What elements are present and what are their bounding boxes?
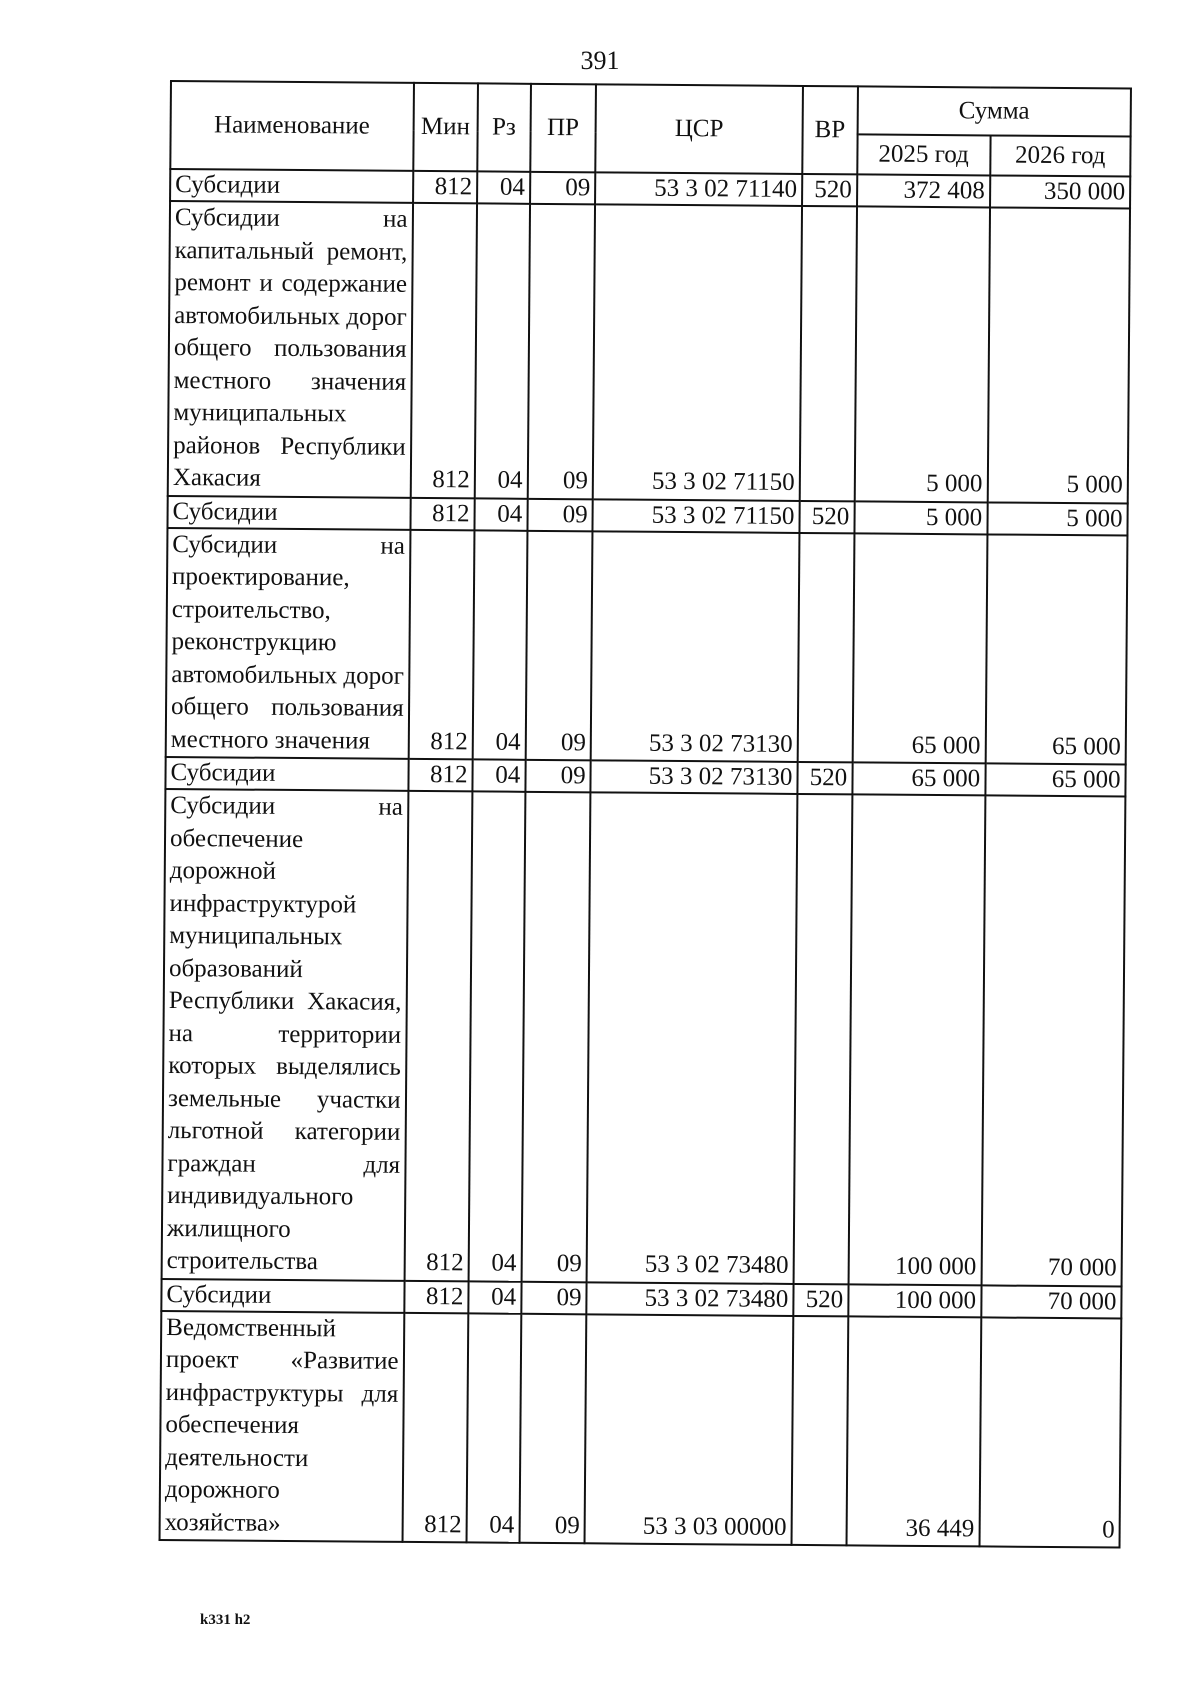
row-vr: 520 <box>802 174 857 206</box>
row-vr <box>791 1315 848 1545</box>
row-name: Субсидии на капитальный ремонт, ремонт и содержание автомобильных дорог общего пользования местного значения муниципальных районов Республики Хакасия <box>168 201 413 497</box>
row-name: Ведомственный проект «Развитие инфраструктуры для обеспечения деятельности дорожного хозяйства» <box>160 1310 404 1541</box>
row-sum-2025: 65 000 <box>852 533 987 764</box>
table-row <box>162 789 1126 1286</box>
row-csr: 53 3 02 71150 <box>593 204 802 500</box>
table-row <box>168 201 1130 503</box>
header-csr: ЦСР <box>595 84 802 174</box>
row-pr: 09 <box>527 204 595 499</box>
row-csr: 53 3 02 71150 <box>593 499 800 533</box>
row-min: 812 <box>408 759 473 792</box>
row-pr: 09 <box>530 172 596 205</box>
row-pr: 09 <box>519 1313 586 1543</box>
table-row <box>166 527 1128 764</box>
row-sum-2026: 65 000 <box>985 534 1127 765</box>
row-name: Субсидии на обеспечение дорожной инфраструктурой муниципальных образований Республики Хакасия, на территории которых выделялись земельные участки льготной категории граждан для индивидуального жилищного строительства <box>162 789 408 1280</box>
row-min: 812 <box>402 1312 468 1542</box>
row-vr: 520 <box>797 762 852 794</box>
row-vr <box>798 532 855 762</box>
row-sum-2025: 100 000 <box>848 1284 981 1317</box>
row-pr: 09 <box>521 792 590 1282</box>
row-pr: 09 <box>527 498 593 531</box>
row-min: 812 <box>413 171 478 204</box>
row-min: 812 <box>410 203 477 498</box>
row-min: 812 <box>408 529 474 759</box>
row-vr <box>800 206 857 501</box>
row-min: 812 <box>404 791 472 1281</box>
row-rz: 04 <box>469 791 526 1281</box>
row-name: Субсидии <box>161 1278 404 1312</box>
row-csr: 53 3 02 73480 <box>586 1282 793 1316</box>
row-rz: 04 <box>472 759 525 791</box>
row-min: 812 <box>410 497 475 530</box>
header-year-2026: 2026 год <box>990 135 1131 176</box>
row-rz: 04 <box>474 498 527 530</box>
row-sum-2025: 36 449 <box>846 1316 981 1547</box>
row-sum-2025: 5 000 <box>854 206 989 502</box>
row-pr: 09 <box>525 760 591 793</box>
row-pr: 09 <box>525 530 592 760</box>
row-csr: 53 3 02 73480 <box>587 792 798 1283</box>
row-sum-2025: 5 000 <box>854 501 987 534</box>
row-pr: 09 <box>521 1281 587 1314</box>
header-rz: Рз <box>477 83 530 171</box>
header-min: Мин <box>413 83 478 172</box>
row-sum-2026: 0 <box>979 1317 1121 1548</box>
row-min: 812 <box>404 1280 469 1313</box>
row-name: Субсидии на проектирование, строительство, реконструкцию автомобильных дорог общего пользования местного значения <box>166 527 410 758</box>
row-rz: 04 <box>475 203 530 498</box>
row-sum-2026: 5 000 <box>987 207 1130 503</box>
row-name: Субсидии <box>165 757 408 791</box>
row-rz: 04 <box>468 1281 521 1313</box>
document-code: k331 h2 <box>200 1612 251 1628</box>
row-csr: 53 3 02 73130 <box>591 531 800 762</box>
row-name: Субсидии <box>167 495 410 529</box>
row-sum-2026: 65 000 <box>985 763 1126 796</box>
row-rz: 04 <box>466 1313 521 1543</box>
row-sum-2025: 372 408 <box>857 174 990 207</box>
row-sum-2025: 100 000 <box>848 794 985 1285</box>
row-vr: 520 <box>793 1283 848 1315</box>
row-rz: 04 <box>477 171 530 203</box>
row-csr: 53 3 02 71140 <box>595 172 802 206</box>
row-rz: 04 <box>473 530 528 760</box>
row-sum-2026: 70 000 <box>981 1285 1122 1318</box>
table-row <box>160 1310 1122 1547</box>
row-vr <box>793 794 852 1284</box>
row-sum-2026: 5 000 <box>987 502 1128 535</box>
header-name: Наименование <box>170 81 413 171</box>
row-name: Субсидии <box>170 169 413 203</box>
row-sum-2025: 65 000 <box>852 762 985 795</box>
page-number: 391 <box>580 46 620 75</box>
row-csr: 53 3 03 00000 <box>585 1314 794 1545</box>
header-pr: ПР <box>530 84 596 173</box>
row-sum-2026: 70 000 <box>981 795 1125 1286</box>
row-vr: 520 <box>799 500 854 532</box>
row-sum-2026: 350 000 <box>990 175 1131 208</box>
header-year-2025: 2025 год <box>857 134 990 175</box>
budget-table <box>159 80 1132 1549</box>
header-vr: ВР <box>802 86 858 174</box>
header-sum: Сумма <box>857 86 1131 136</box>
row-csr: 53 3 02 73130 <box>591 760 798 794</box>
